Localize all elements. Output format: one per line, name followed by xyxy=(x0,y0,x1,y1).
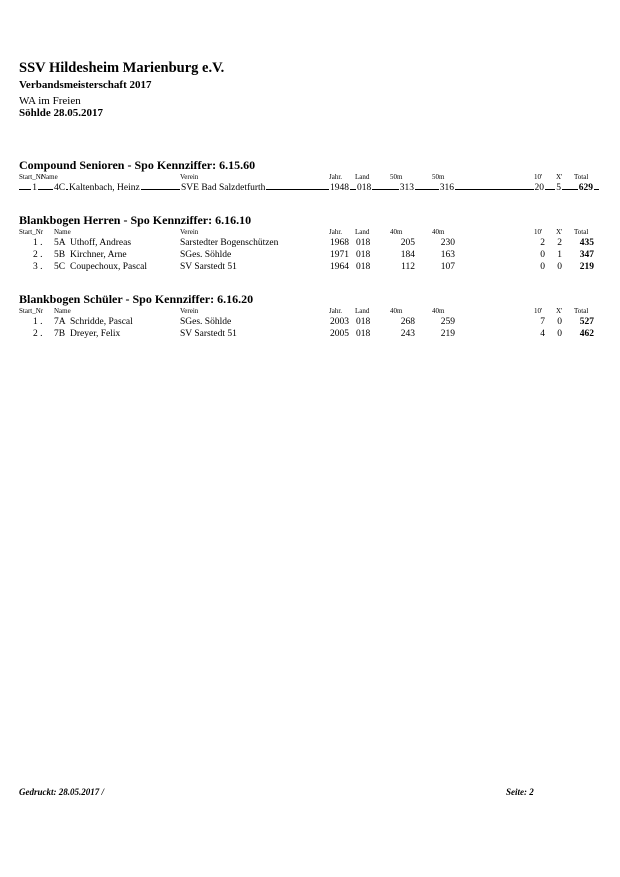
col-name: Name xyxy=(54,228,71,236)
section-title: Blankbogen Schüler - Spo Kennziffer: 6.16.20 xyxy=(19,292,254,306)
col-total: Total xyxy=(574,173,589,181)
table-row xyxy=(19,238,599,250)
col-year: Jahr. xyxy=(329,307,343,315)
archer-name: Dreyer, Felix xyxy=(70,329,121,339)
event-title: Verbandsmeisterschaft 2017 xyxy=(19,79,152,91)
table-row xyxy=(19,262,599,274)
col-year: Jahr. xyxy=(329,228,343,236)
tens-count: 2 xyxy=(540,238,545,248)
birth-year: 1948 xyxy=(330,183,349,193)
col-club: Verein xyxy=(180,228,199,236)
score-round-1: 243 xyxy=(400,329,415,339)
start-number: 4C xyxy=(54,183,66,193)
column-header-row xyxy=(19,173,599,183)
score-round-1: 268 xyxy=(400,317,415,327)
club-name: SGes. Söhlde xyxy=(180,317,232,327)
score-round-1: 184 xyxy=(400,250,415,260)
col-start-nr: Start_Nr xyxy=(19,173,44,181)
tens-count: 4 xyxy=(540,329,545,339)
club-name: SVE Bad Salzdetfurth xyxy=(181,183,266,193)
land-code: 018 xyxy=(356,250,371,260)
start-number: 5C xyxy=(54,262,66,272)
col-dist-2: 40m xyxy=(432,307,445,315)
archer-name: Kirchner, Arne xyxy=(70,250,127,260)
col-total: Total xyxy=(574,307,589,315)
club-name: SV Sarstedt 51 xyxy=(180,262,237,272)
rank: 2 . xyxy=(33,329,43,339)
col-xs: X' xyxy=(556,307,563,315)
rank: 3 . xyxy=(33,262,43,272)
total-score: 435 xyxy=(579,238,594,248)
col-xs: X' xyxy=(556,228,563,236)
x-count: 0 xyxy=(557,317,562,327)
rank: 2 . xyxy=(33,250,43,260)
date-line: Söhlde 28.05.2017 xyxy=(19,107,104,119)
land-code: 018 xyxy=(356,262,371,272)
birth-year: 1968 xyxy=(330,238,349,248)
col-start-nr: Start_Nr xyxy=(19,228,44,236)
score-round-2: 316 xyxy=(439,183,454,193)
table-row xyxy=(19,183,599,195)
x-count: 5 xyxy=(556,183,561,193)
page-number-footer: Seite: 2 xyxy=(506,787,534,797)
result-section-blankbogen-herren xyxy=(19,213,599,274)
tens-count: 20 xyxy=(534,183,544,193)
col-club: Verein xyxy=(180,173,199,181)
venue-line: WA im Freien xyxy=(19,95,81,107)
score-round-2: 163 xyxy=(440,250,455,260)
total-score: 219 xyxy=(579,262,594,272)
col-xs: X' xyxy=(556,173,563,181)
col-dist-2: 50m xyxy=(432,173,445,181)
column-header-row xyxy=(19,307,599,317)
table-row xyxy=(19,317,599,329)
total-score: 527 xyxy=(579,317,594,327)
col-name: Name xyxy=(41,173,58,181)
total-score: 462 xyxy=(579,329,594,339)
archer-name: Coupechoux, Pascal xyxy=(70,262,148,272)
col-tens: 10' xyxy=(534,228,543,236)
col-land: Land xyxy=(355,307,370,315)
total-score: 347 xyxy=(579,250,594,260)
col-dist-1: 40m xyxy=(390,307,403,315)
col-start-nr: Start_Nr xyxy=(19,307,44,315)
score-round-2: 230 xyxy=(440,238,455,248)
total-score: 629 xyxy=(578,183,593,193)
result-section-blankbogen-schueler xyxy=(19,292,599,341)
col-dist-2: 40m xyxy=(432,228,445,236)
col-year: Jahr. xyxy=(329,173,343,181)
score-round-2: 107 xyxy=(440,262,455,272)
birth-year: 2005 xyxy=(330,329,349,339)
start-number: 5A xyxy=(54,238,66,248)
archer-name: Kaltenbach, Heinz xyxy=(69,183,140,193)
organization-title: SSV Hildesheim Marienburg e.V. xyxy=(19,60,225,76)
land-code: 018 xyxy=(356,329,371,339)
result-section-compound-senioren xyxy=(19,158,599,195)
col-tens: 10' xyxy=(534,307,543,315)
col-total: Total xyxy=(574,228,589,236)
score-round-1: 313 xyxy=(399,183,414,193)
tens-count: 7 xyxy=(540,317,545,327)
table-row xyxy=(19,250,599,262)
land-code: 018 xyxy=(356,317,371,327)
col-dist-1: 40m xyxy=(390,228,403,236)
tens-count: 0 xyxy=(540,262,545,272)
archer-name: Uthoff, Andreas xyxy=(70,238,132,248)
x-count: 2 xyxy=(557,238,562,248)
birth-year: 1964 xyxy=(330,262,349,272)
birth-year: 2003 xyxy=(330,317,349,327)
x-count: 0 xyxy=(557,329,562,339)
section-title: Blankbogen Herren - Spo Kennziffer: 6.16.10 xyxy=(19,213,252,227)
score-round-2: 259 xyxy=(440,317,455,327)
rank: 1 . xyxy=(33,317,43,327)
start-number: 7A xyxy=(54,317,66,327)
col-dist-1: 50m xyxy=(390,173,403,181)
rank: 1 xyxy=(32,183,37,193)
x-count: 1 xyxy=(557,250,562,260)
score-round-1: 112 xyxy=(401,262,415,272)
printed-date-footer: Gedruckt: 28.05.2017 / xyxy=(19,787,104,797)
col-club: Verein xyxy=(180,307,199,315)
archer-name: Schridde, Pascal xyxy=(70,317,133,327)
section-title: Compound Senioren - Spo Kennziffer: 6.15.60 xyxy=(19,158,256,172)
tens-count: 0 xyxy=(540,250,545,260)
col-land: Land xyxy=(355,173,370,181)
table-row xyxy=(19,329,599,341)
x-count: 0 xyxy=(557,262,562,272)
col-name: Name xyxy=(54,307,71,315)
rank: 1 . xyxy=(33,238,43,248)
col-land: Land xyxy=(355,228,370,236)
club-name: SGes. Söhlde xyxy=(180,250,232,260)
score-round-2: 219 xyxy=(440,329,455,339)
land-code: 018 xyxy=(357,183,372,193)
land-code: 018 xyxy=(356,238,371,248)
score-round-1: 205 xyxy=(400,238,415,248)
club-name: Sarstedter Bogenschützen xyxy=(180,238,279,248)
col-tens: 10' xyxy=(534,173,543,181)
birth-year: 1971 xyxy=(330,250,349,260)
club-name: SV Sarstedt 51 xyxy=(180,329,237,339)
column-header-row xyxy=(19,228,599,238)
start-number: 7B xyxy=(54,329,66,339)
start-number: 5B xyxy=(54,250,66,260)
